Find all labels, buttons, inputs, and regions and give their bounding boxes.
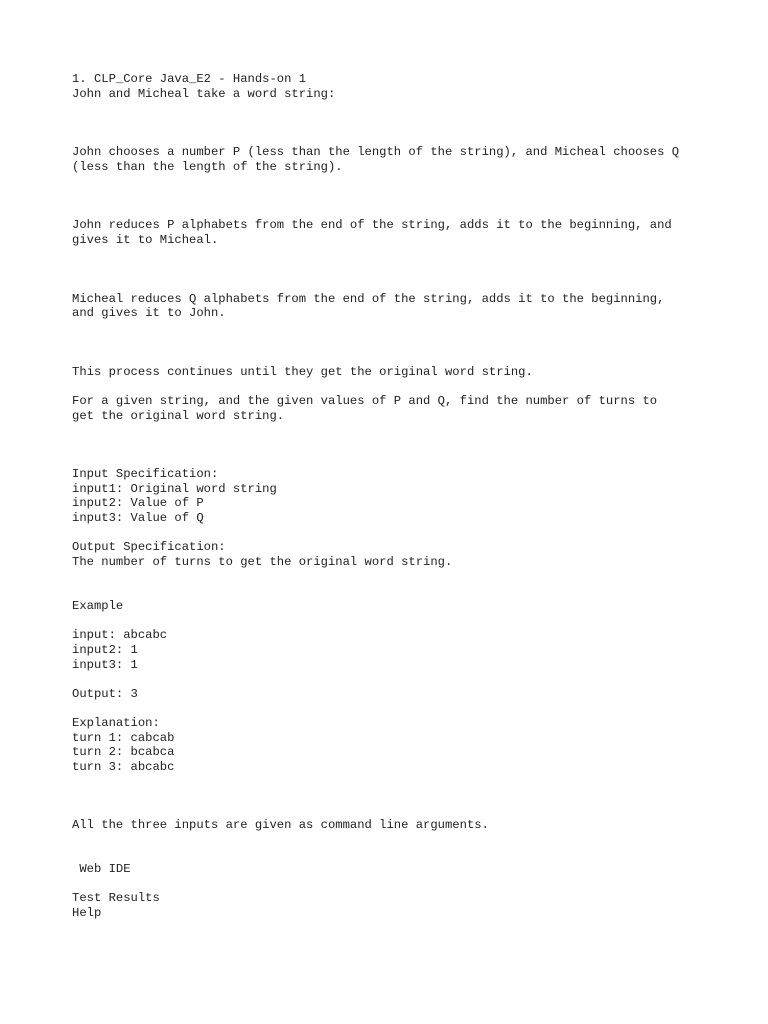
paragraph-john-chooses (72, 145, 712, 174)
input-spec-title: Input Specification: (72, 467, 219, 482)
paragraph-line: get the original word string. (72, 408, 285, 423)
explanation-turn: turn 1: cabcab (72, 730, 175, 745)
example-title: Example (72, 599, 124, 614)
explanation-turn: turn 2: bcabca (72, 745, 175, 760)
intro-text: John and Micheal take a word string: (72, 86, 336, 101)
web-ide-link[interactable]: Web IDE (72, 862, 131, 876)
example-section (72, 599, 712, 774)
output-spec-title: Output Specification: (72, 540, 226, 555)
problem-document (72, 72, 712, 920)
paragraph-line: For a given string, and the given values of P and Q, find the number of turns to (72, 393, 658, 408)
paragraph-task (72, 394, 712, 423)
input-spec-line: input2: Value of P (72, 496, 204, 511)
footer-links (72, 862, 712, 920)
paragraph-line: and gives it to John. (72, 306, 226, 321)
explanation-title: Explanation: (72, 716, 160, 731)
help-link[interactable]: Help (72, 905, 102, 920)
problem-heading: 1. CLP_Core Java_E2 - Hands-on 1 (72, 72, 307, 86)
paragraph-line: John chooses a number P (less than the length of the string), and Micheal chooses Q (72, 145, 680, 160)
paragraph-line: (less than the length of the string). (72, 159, 343, 174)
output-spec-line: The number of turns to get the original word string. (72, 554, 453, 569)
input-spec-line: input3: Value of Q (72, 510, 204, 525)
input-specification (72, 467, 712, 525)
example-input-line: input: abcabc (72, 628, 168, 643)
explanation-turn: turn 3: abcabc (72, 759, 175, 774)
paragraph-line: Micheal reduces Q alphabets from the end of the string, adds it to the beginning, (72, 291, 665, 306)
input-spec-line: input1: Original word string (72, 481, 277, 496)
paragraph-line: gives it to Micheal. (72, 232, 219, 247)
test-results-link[interactable]: Test Results (72, 891, 160, 906)
command-line-note: All the three inputs are given as command line arguments. (72, 818, 489, 833)
paragraph-line: John reduces P alphabets from the end of the string, adds it to the beginning, and (72, 218, 672, 233)
example-output: Output: 3 (72, 686, 138, 701)
example-input-line: input2: 1 (72, 643, 138, 658)
output-specification (72, 540, 712, 569)
example-input-line: input3: 1 (72, 657, 138, 672)
paragraph-process-continues: This process continues until they get the original word string. (72, 364, 533, 379)
paragraph-john-reduces (72, 218, 712, 247)
paragraph-micheal-reduces (72, 292, 712, 321)
